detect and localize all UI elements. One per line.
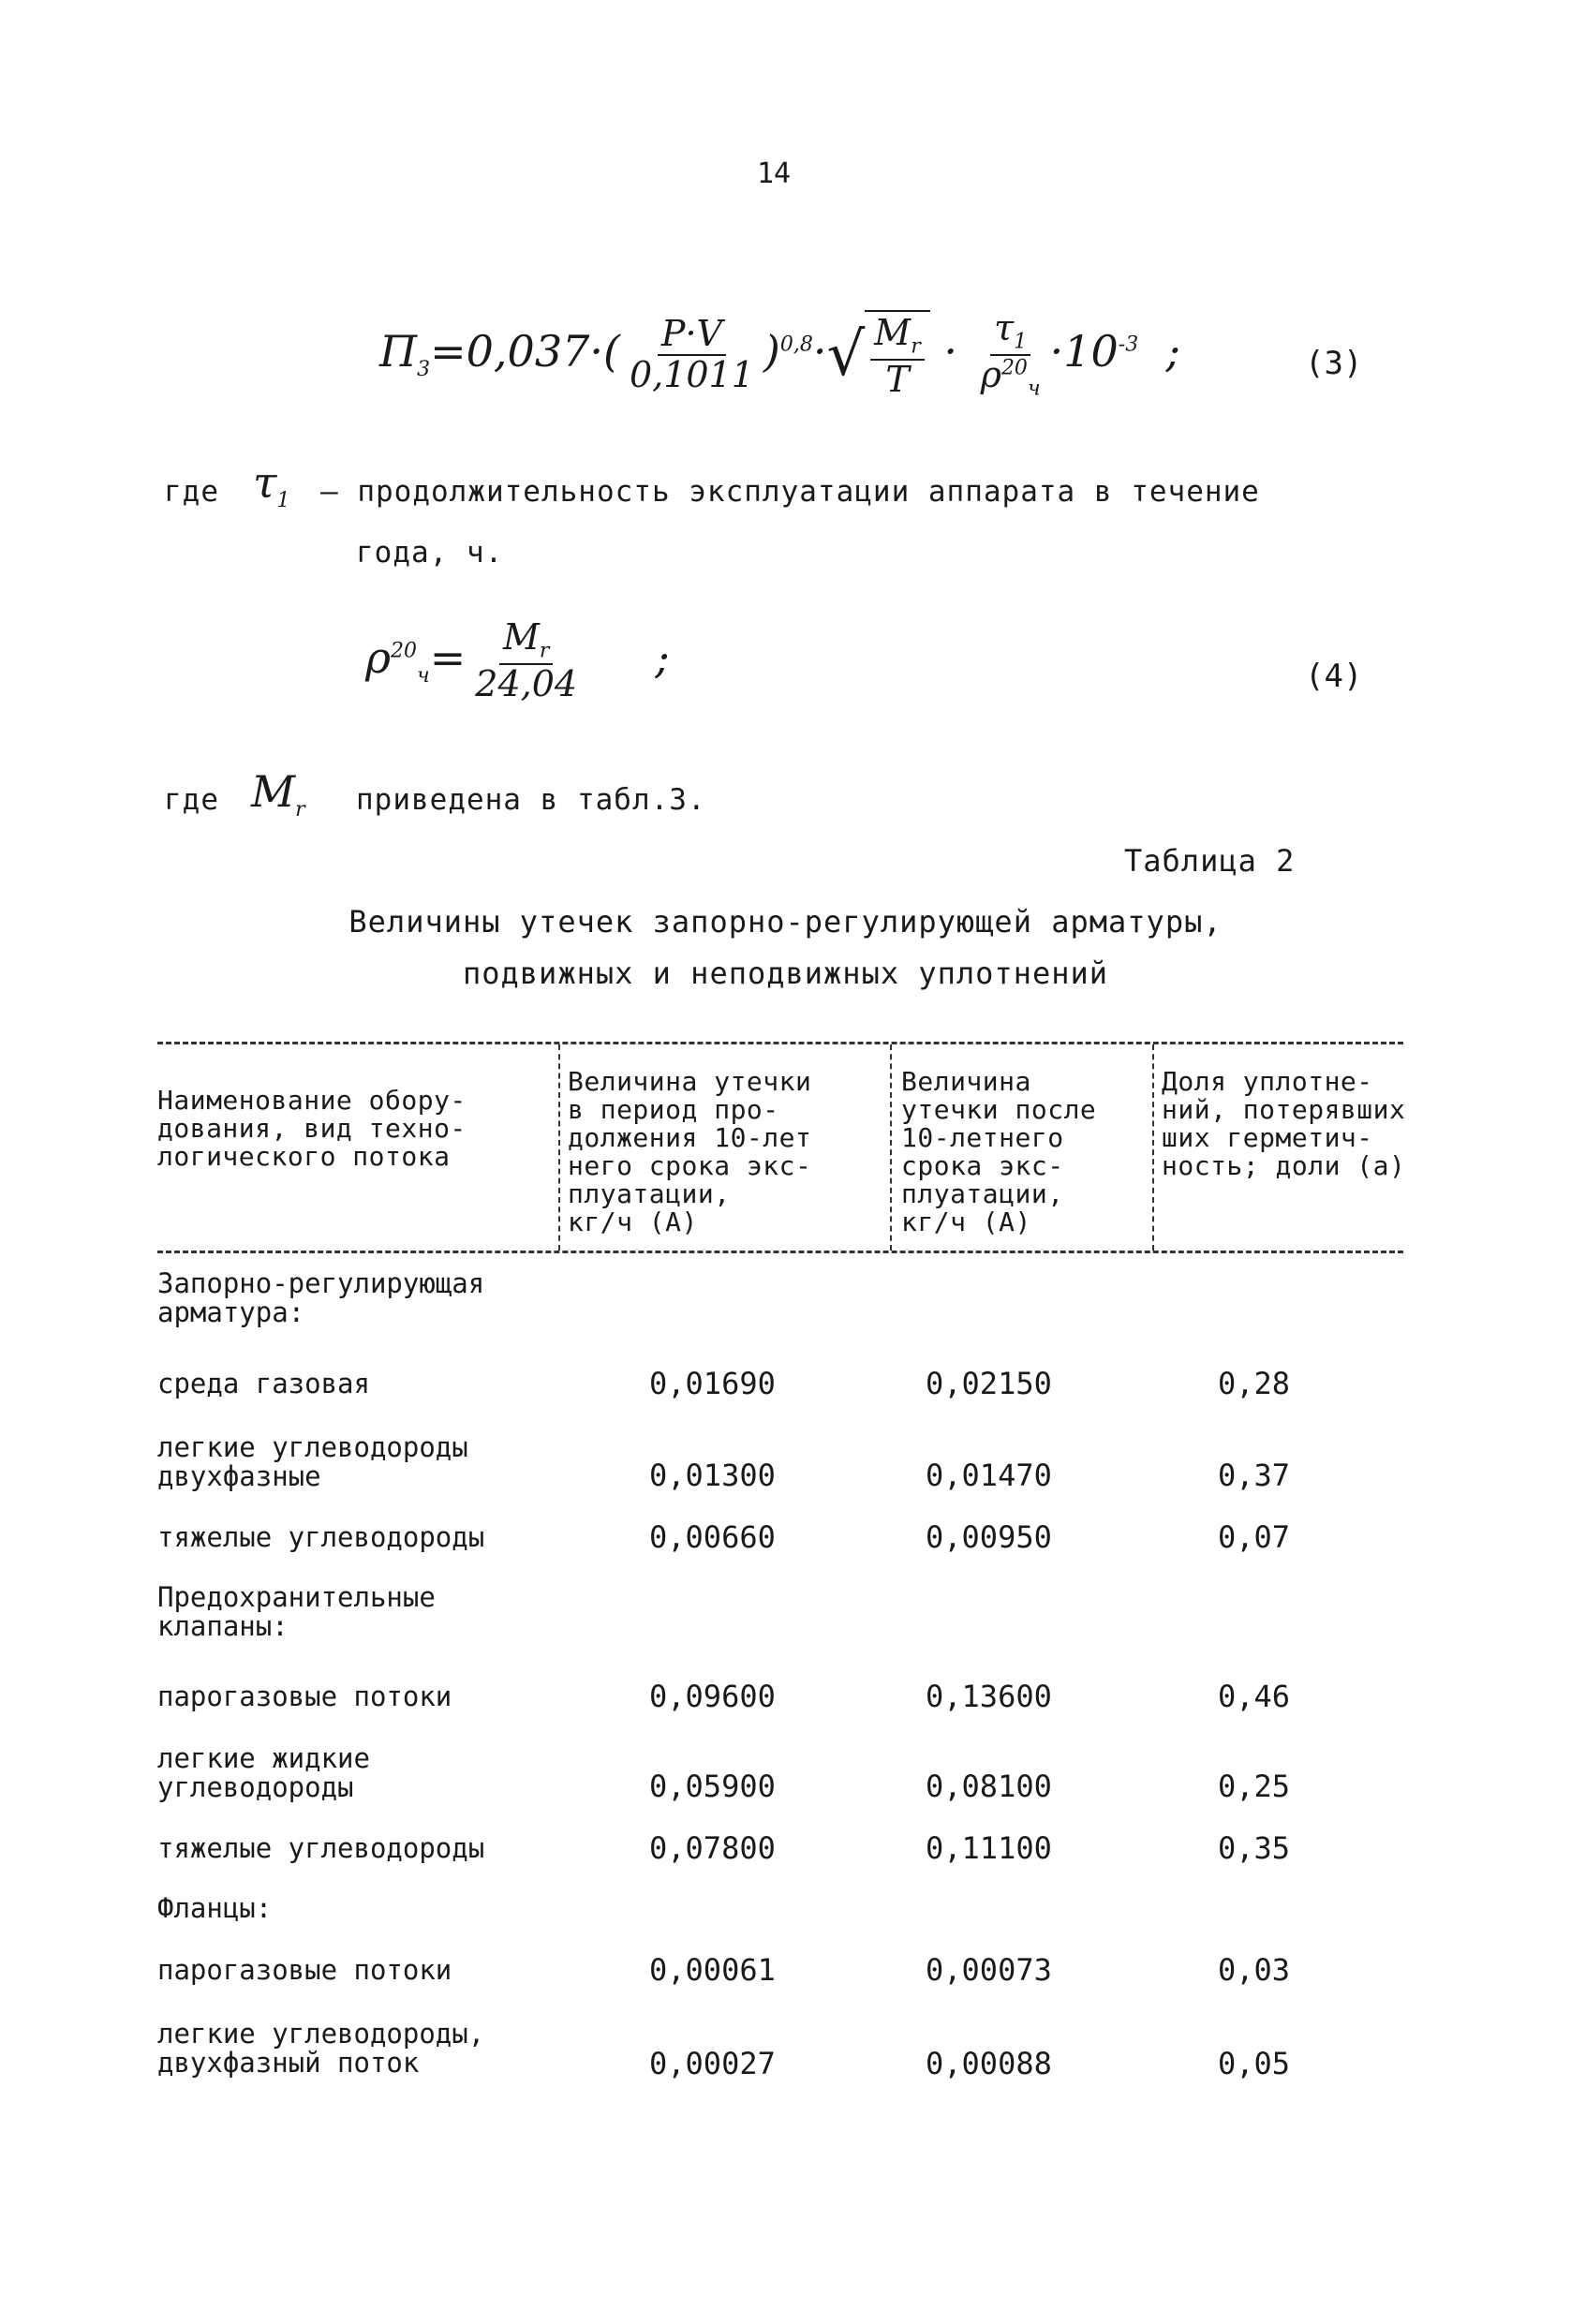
header-fraction: Доля уплотне- ний, потерявших ших герметич- ность; доли (а): [1162, 1066, 1406, 1181]
formula-4: $\rho^{20}_ч=$ $\frac{M_r}{24,04}$ ;: [365, 616, 670, 704]
table-cell-c: 0,28: [1218, 1366, 1291, 1401]
table-row-name: тяжелые углеводороды: [157, 1832, 485, 1864]
table-cell-a: 0,05900: [649, 1769, 776, 1804]
table-cell-a: 0,07800: [649, 1830, 776, 1866]
table-cell-a: 0,01690: [649, 1366, 776, 1401]
header-equipment: Наименование обору- дования, вид техно- логического потока: [157, 1085, 467, 1172]
formula-4-label: (4): [1305, 658, 1363, 695]
table-cell-b: 0,00950: [926, 1519, 1052, 1555]
table-cell-a: 0,00061: [649, 1952, 776, 1988]
group-title: Фланцы:: [157, 1892, 273, 1924]
where-1-prefix: где: [164, 475, 219, 509]
table-cell-c: 0,03: [1218, 1952, 1291, 1988]
table-cell-b: 0,13600: [926, 1679, 1052, 1714]
group-title: Предохранительные клапаны:: [157, 1581, 436, 1642]
table-cell-a: 0,09600: [649, 1679, 776, 1714]
table-cell-b: 0,01470: [926, 1458, 1052, 1493]
table-cell-c: 0,35: [1218, 1830, 1291, 1866]
table-cell-b: 0,02150: [926, 1366, 1052, 1401]
page-number: 14: [757, 157, 792, 190]
table-cell-b: 0,00073: [926, 1952, 1052, 1988]
table-cell-b: 0,08100: [926, 1769, 1052, 1804]
table-cell-b: 0,11100: [926, 1830, 1052, 1866]
where-2-text: приведена в табл.3.: [356, 783, 706, 817]
group-title: Запорно-регулирующая арматура:: [157, 1267, 485, 1328]
table-header-rule: [157, 1251, 1403, 1253]
table-caption: Таблица 2: [1124, 843, 1296, 879]
table-cell-c: 0,37: [1218, 1458, 1291, 1493]
header-leak-after: Величина утечки после 10-летнего срока экс- плуатации, кг/ч (А): [901, 1066, 1097, 1237]
where-1-symbol: $\tau_1$: [253, 457, 290, 513]
table-title-line-1: Величины утечек запорно-регулирующей арматуры,: [348, 904, 1223, 940]
table-cell-c: 0,07: [1218, 1519, 1291, 1555]
formula-3-fraction-2: $\frac{\tau_1}{\rho^{20}_ч}$: [980, 307, 1041, 401]
table-row-name: легкие углеводороды, двухфазный поток: [157, 2018, 485, 2079]
formula-3: $П_3=0,037\cdot$( $\frac{P\cdot V}{0,1011}$ )$^{0,8}$· √ $\frac{M_r}{T}$ · $\frac{\tau_1}{\rho^{20}_ч}$ $\cdot 10^{-3}$ ;: [379, 307, 1180, 401]
table-row-name: легкие углеводороды двухфазные: [157, 1431, 468, 1492]
column-divider-1: [558, 1044, 560, 1251]
table-row-name: парогазовые потоки: [157, 1954, 452, 1986]
table-cell-a: 0,00027: [649, 2046, 776, 2081]
table-cell-a: 0,01300: [649, 1458, 776, 1493]
header-leak-during: Величина утечки в период про- должения 10-лет него срока экс- плуатации, кг/ч (А): [568, 1066, 812, 1237]
table-row-name: среда газовая: [157, 1368, 370, 1399]
formula-3-sqrt: √ $\frac{M_r}{T}$: [826, 310, 929, 400]
table-row-name: тяжелые углеводороды: [157, 1521, 485, 1553]
formula-3-label: (3): [1305, 345, 1363, 382]
formula-3-lhs: П: [379, 325, 418, 377]
table-cell-c: 0,46: [1218, 1679, 1291, 1714]
table-row-name: легкие жидкие углеводороды: [157, 1742, 370, 1803]
where-2-symbol: $M_r$: [251, 766, 305, 822]
table-title-line-2: подвижных и неподвижных уплотнений: [462, 955, 1109, 991]
table-row-name: парогазовые потоки: [157, 1680, 452, 1712]
table-cell-a: 0,00660: [649, 1519, 776, 1555]
formula-3-fraction-1: $\frac{P\cdot V}{0,1011}$: [629, 312, 754, 395]
column-divider-3: [1152, 1044, 1154, 1251]
where-1-text-line-2: года, ч.: [356, 536, 504, 570]
where-1-text-line-1: – продолжительность эксплуатации аппарата в течение: [320, 475, 1260, 509]
table-cell-c: 0,25: [1218, 1769, 1291, 1804]
table-cell-c: 0,05: [1218, 2046, 1291, 2081]
table-cell-b: 0,00088: [926, 2046, 1052, 2081]
where-2-prefix: где: [164, 783, 219, 817]
table-top-rule: [157, 1042, 1403, 1044]
column-divider-2: [890, 1044, 892, 1251]
